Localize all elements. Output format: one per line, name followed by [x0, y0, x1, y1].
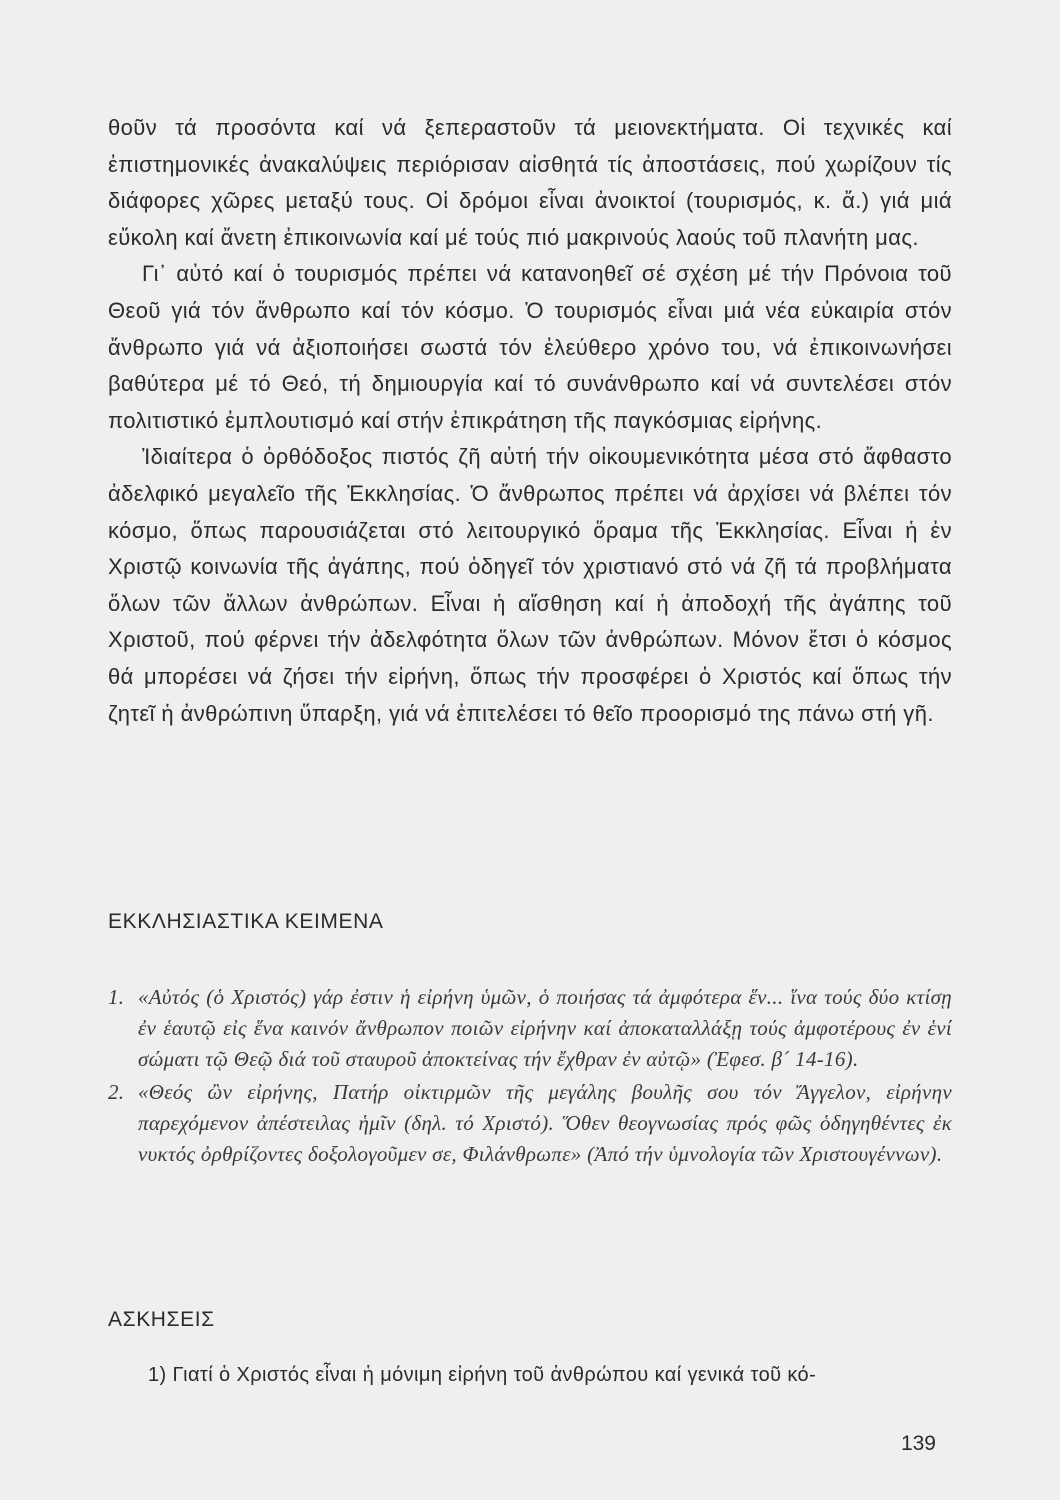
page-number: 139 [900, 1432, 936, 1455]
paragraph: Ἰδιαίτερα ὁ ὀρθόδοξος πιστός ζῆ αὐτή τήν οἰκουμενικότητα μέσα στό ἄφθαστο ἀδελφικό μεγαλεῖο τῆς Ἐκκλησίας. Ὁ ἄνθρωπος πρέπει νά ἀρχίσει νά βλέπει τόν κόσμο, ὅπως παρουσιάζεται στό λειτουργικό ὅραμα τῆς Ἐκκλησίας. Εἶναι ἡ ἐν Χριστῷ κοινωνία τῆς ἀγάπης, πού ὁδηγεῖ τόν χριστιανό στό νά ζῆ τά προβλήματα ὅλων τῶν ἄλλων ἀνθρώπων. Εἶναι ἡ αἴσθηση καί ἡ ἀποδοχή τῆς ἀγάπης τοῦ Χριστοῦ, πού φέρνει τήν ἀδελφότητα ὅλων τῶν ἀνθρώπων. Μόνον ἔτσι ὁ κόσμος θά μπορέσει νά ζήσει τήν εἰρήνη, ὅπως τήν προσφέρει ὁ Χριστός καί ὅπως τήν ζητεῖ ἡ ἀνθρώπινη ὕπαρξη, γιά νά ἐπιτελέσει τό θεῖο προορισμό της πάνω στή γῆ. [108, 444, 952, 726]
quote-text: «Θεός ὢν εἰρήνης, Πατήρ οἰκτιρμῶν τῆς μεγάλης βουλῆς σου τόν Ἄγγελον, εἰρήνην παρεχόμενον ἀπέστειλας ἡμῖν (δηλ. τό Χριστό). Ὅθεν θεογνωσίας πρός φῶς ὁδηγηθέντες ἐκ νυκτός ὀρθρίζοντες δοξολογοῦμεν σε, Φιλάνθρωπε» (Ἀπό τήν ὑμνολογία τῶν Χριστουγέννων). [138, 1080, 952, 1166]
quote-text: «Αὐτός (ὁ Χριστός) γάρ ἐστιν ἡ εἰρήνη ὑμῶν, ὁ ποιήσας τά ἀμφότερα ἕν... ἵνα τούς δύο κτίσῃ ἐν ἑαυτῷ εἰς ἕνα καινόν ἄνθρωπον ποιῶν εἰρήνην καί ἀποκαταλλάξῃ τούς ἀμφοτέρους ἐν ἑνί σώματι τῷ Θεῷ διά τοῦ σταυροῦ ἀποκτείνας τήν ἔχθραν ἐν αὐτῷ» (Ἐφεσ. β´ 14-16). [138, 985, 952, 1071]
body-text [108, 110, 952, 732]
quote-item [108, 982, 952, 1075]
paragraph: Γι᾽ αὐτό καί ὁ τουρισμός πρέπει νά κατανοηθεῖ σέ σχέση μέ τήν Πρόνοια τοῦ Θεοῦ γιά τόν ἄνθρωπο καί τόν κόσμο. Ὁ τουρισμός εἶναι μιά νέα εὐκαιρία στόν ἄνθρωπο γιά νά ἀξιοποιήσει σωστά τόν ἐλεύθερο χρόνο του, νά ἐπικοινωνήσει βαθύτερα μέ τό Θεό, τή δημιουργία καί τό συνάνθρωπο καί νά συντελέσει στόν πολιτιστικό ἐμπλουτισμό καί στήν ἐπικράτηση τῆς παγκόσμιας εἰρήνης. [108, 261, 952, 433]
paragraph: θοῦν τά προσόντα καί νά ξεπεραστοῦν τά μειονεκτήματα. Οἱ τεχνικές καί ἐπιστημονικές ἀνακαλύψεις περιόρισαν αἰσθητά τίς ἀποστάσεις, πού χωρίζουν τίς διάφορες χῶρες μεταξύ τους. Οἱ δρόμοι εἶναι ἀνοικτοί (τουρισμός, κ. ἄ.) γιά μιά εὔκολη καί ἄνετη ἐπικοινωνία καί μέ τούς πιό μακρινούς λαούς τοῦ πλανήτη μας. [108, 115, 952, 250]
quote-number: 2. [108, 1080, 125, 1104]
quote-number: 1. [108, 985, 125, 1009]
section-heading-church-texts: ΕΚΚΛΗΣΙΑΣΤΙΚΑ ΚΕΙΜΕΝΑ [108, 910, 384, 933]
church-texts-list [108, 982, 952, 1172]
section-heading-exercises: ΑΣΚΗΣΕΙΣ [108, 1308, 215, 1331]
quote-item [108, 1077, 952, 1170]
exercise-item: 1) Γιατί ὁ Χριστός εἶναι ἡ μόνιμη εἰρήνη τοῦ ἀνθρώπου καί γενικά τοῦ κό- [148, 1364, 817, 1386]
